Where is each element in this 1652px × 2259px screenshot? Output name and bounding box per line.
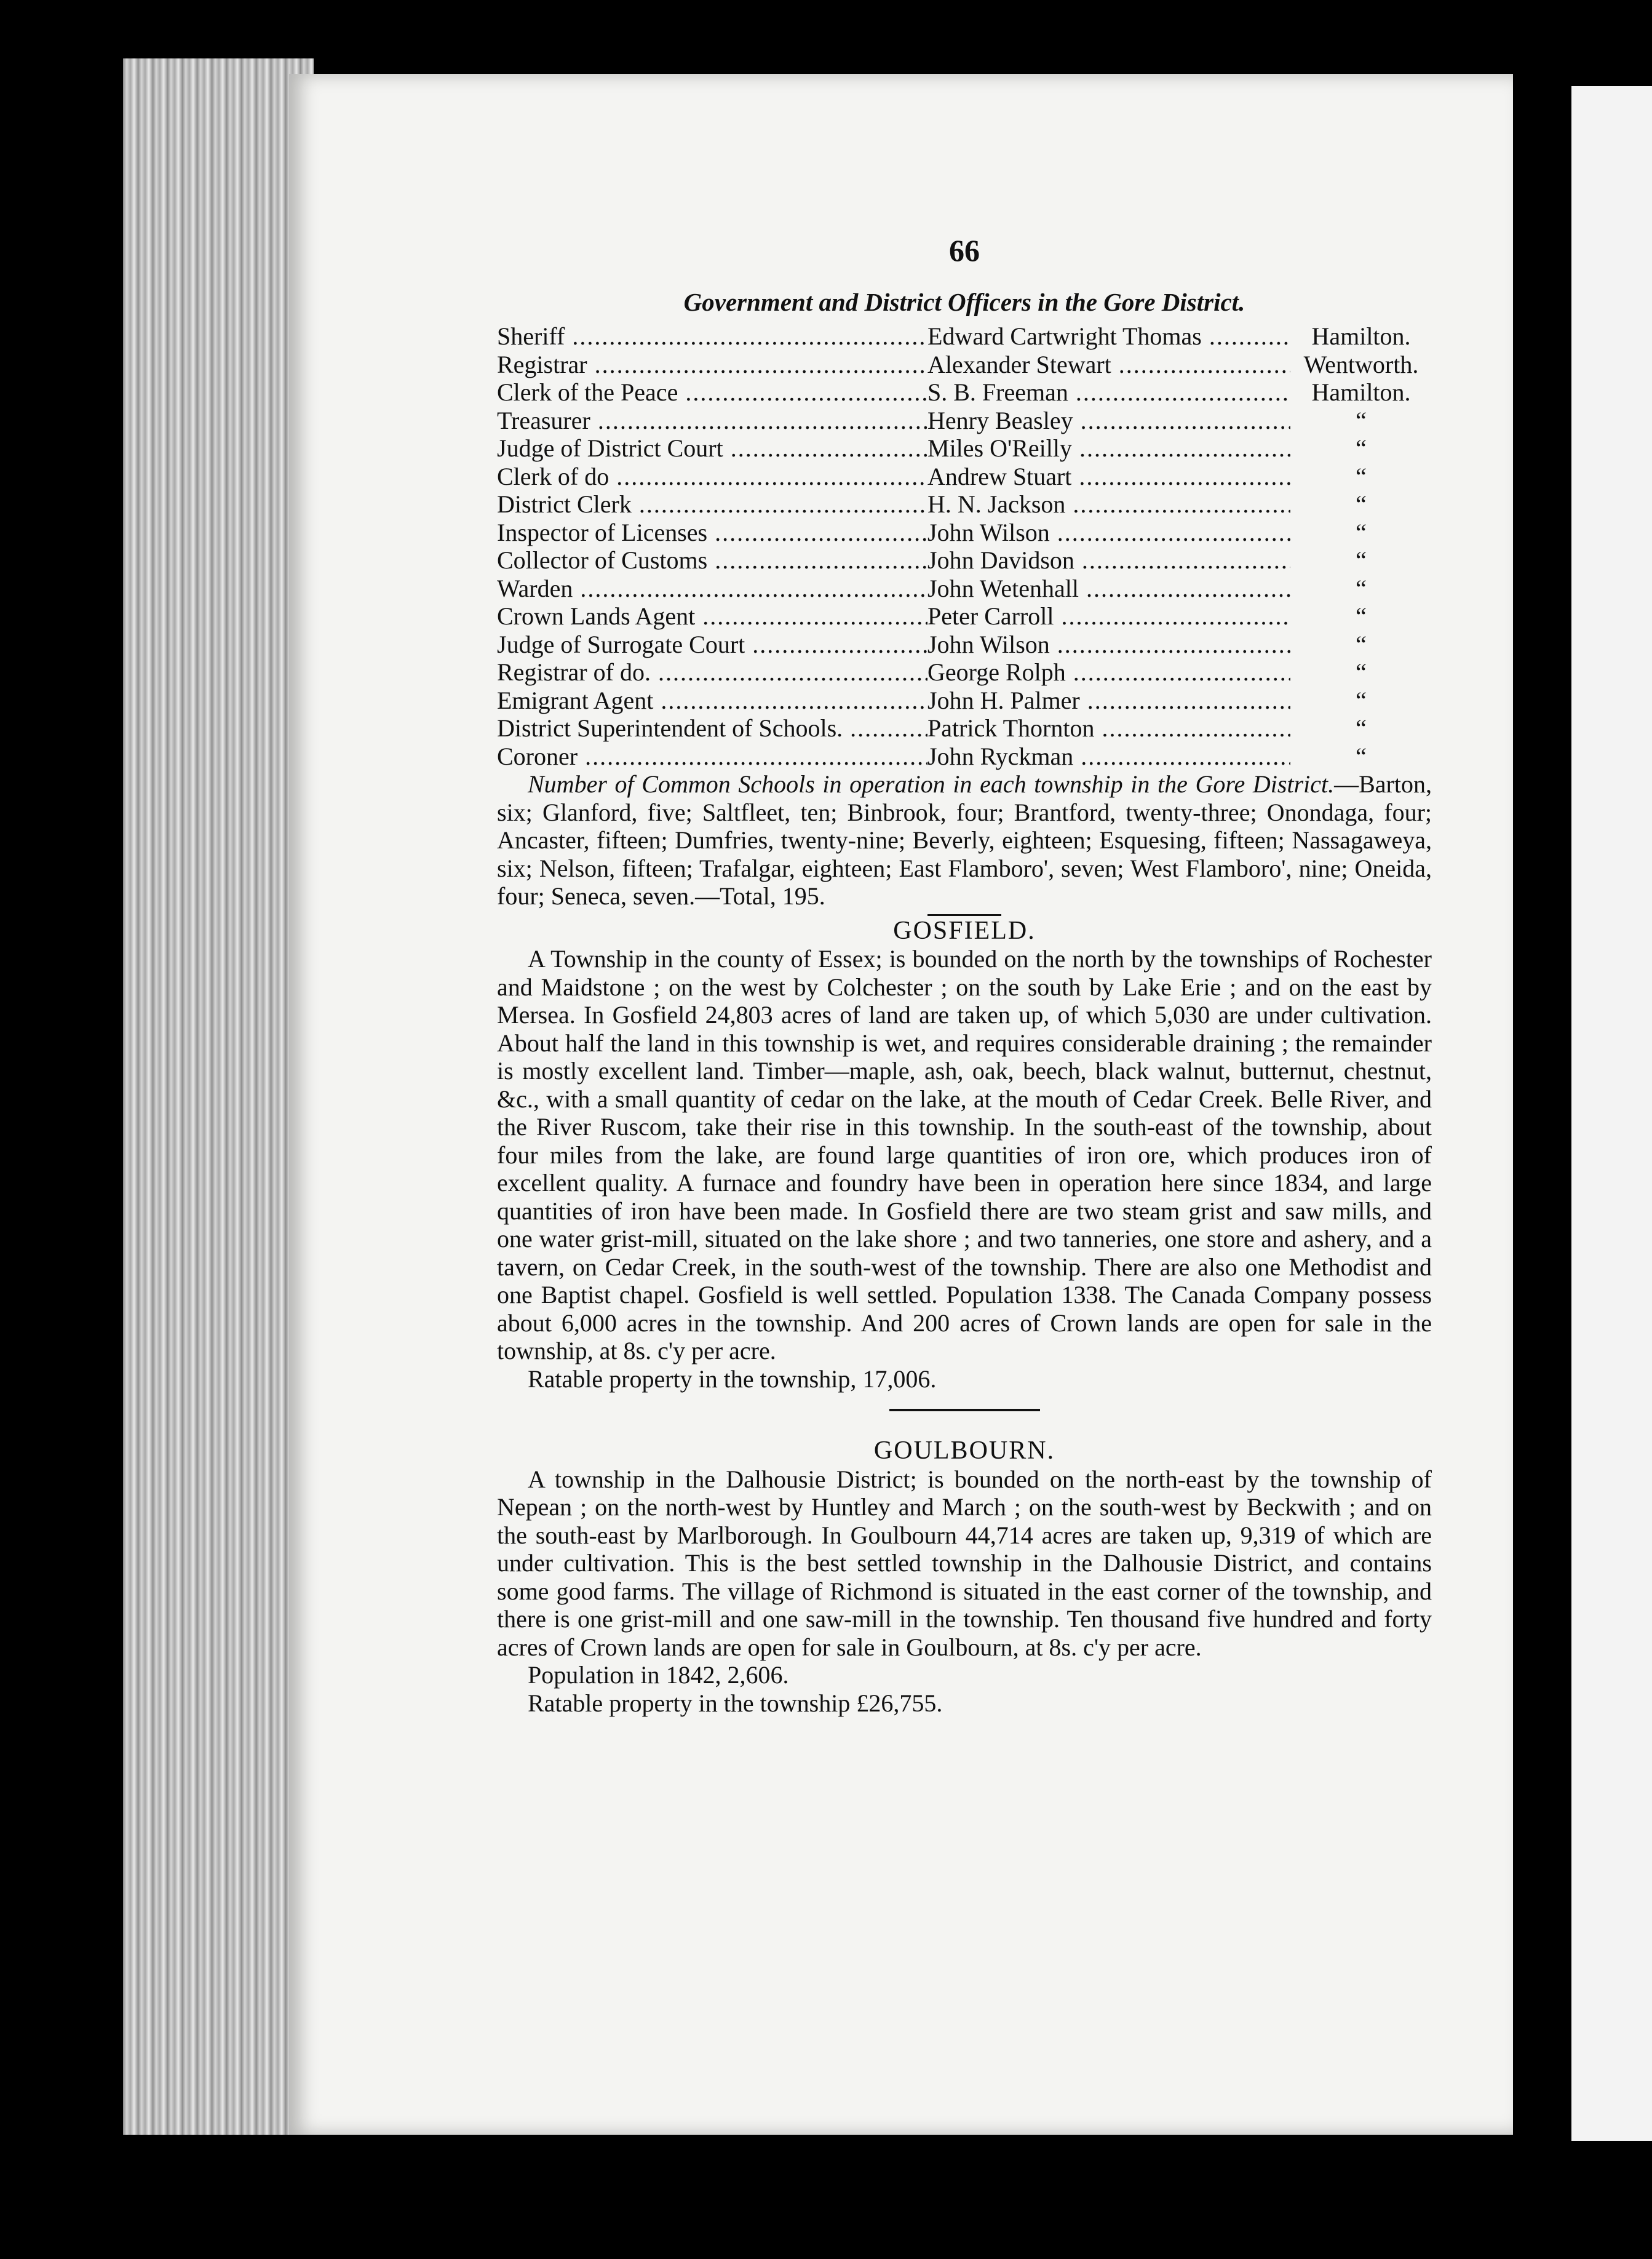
- officer-row: [497, 378, 1432, 407]
- office-label: Collector of Customs .....: [497, 546, 927, 575]
- officer-place: “: [1356, 602, 1367, 630]
- officer-name: S. B. Freeman .....: [927, 378, 1290, 407]
- schools-heading: Number of Common Schools in operation in each township in the Gore District.: [528, 770, 1335, 798]
- officer-name: John Wilson .....: [927, 631, 1290, 659]
- officer-name: Patrick Thornton .....: [927, 714, 1290, 743]
- goulbourn-title: GOULBOURN.: [873, 1436, 1055, 1465]
- officer-name: Miles O'Reilly .....: [927, 434, 1290, 463]
- officer-row: [497, 658, 1432, 687]
- officer-row: [497, 687, 1432, 715]
- officer-name: Peter Carroll .....: [927, 602, 1290, 631]
- page-number: 66: [949, 233, 980, 268]
- office-label: Registrar .....: [497, 351, 927, 379]
- gosfield-ratable: Ratable property in the township, 17,006.: [528, 1365, 937, 1393]
- office-label: District Clerk .....: [497, 490, 927, 519]
- officer-row: [497, 714, 1432, 743]
- gosfield-title: GOSFIELD.: [893, 916, 1036, 945]
- office-label: Registrar of do. .....: [497, 658, 927, 687]
- office-label: Treasurer .....: [497, 407, 927, 435]
- officer-name: John Wetenhall .....: [927, 575, 1290, 603]
- officer-row: [497, 463, 1432, 491]
- office-label: Coroner .....: [497, 743, 927, 771]
- officer-place: “: [1356, 574, 1367, 602]
- officer-row: [497, 546, 1432, 575]
- officer-place: “: [1356, 742, 1367, 770]
- office-label: Inspector of Licenses .....: [497, 519, 927, 547]
- officers-heading: Government and District Officers in the Gore District.: [683, 287, 1245, 316]
- officer-name: John H. Palmer .....: [927, 687, 1290, 715]
- officer-row: [497, 602, 1432, 631]
- officer-row: [497, 743, 1432, 771]
- office-label: Clerk of do .....: [497, 463, 927, 491]
- officer-name: Alexander Stewart .....: [927, 351, 1290, 379]
- officer-place: “: [1356, 714, 1367, 742]
- officer-place: Wentworth.: [1303, 350, 1419, 378]
- book-page-edges: [123, 58, 314, 2135]
- officer-place: “: [1356, 686, 1367, 714]
- goulbourn-body: A township in the Dalhousie District; is bounded on the north-east by the township of Nepean ; on the north-west by Huntley and March ; on the south-west by Beckwith ; and on the south-east by Marlborough. In Goulbourn 44,714 acres are taken up, 9,319 of which are under cultivation. This is the best settled township in the Dalhousie District, and contains some good farms. The village of Richmond is situated in the east corner of the township, and there is one grist-mill and one saw-mill in the township. Ten thousand five hundred and forty acres of Crown lands are open for sale in Goulbourn, at 8s. c'y per acre.: [497, 1465, 1432, 1661]
- officer-place: “: [1356, 630, 1367, 658]
- schools-paragraph: [497, 770, 1432, 910]
- section-divider: [927, 914, 1001, 916]
- officer-place: Hamilton.: [1311, 378, 1411, 406]
- schools-text: —Barton, six; Glanford, five; Saltfleet, ten; Binbrook, four; Brantford, twenty-three; Onondaga, four; Ancaster, fifteen; Dumfries, twenty-nine; Beverly, eighteen; Esquesing, fifteen; Nassagaweya, six; Nelson, fifteen; Trafalgar, eighteen; East Flamboro', seven; West Flamboro', nine; Oneida, four; Seneca, seven.—Total, 195.: [497, 770, 1432, 910]
- office-label: Judge of Surrogate Court .....: [497, 631, 927, 659]
- page-content: [497, 233, 1432, 1717]
- officer-name: George Rolph .....: [927, 658, 1290, 687]
- officer-row: [497, 519, 1432, 547]
- officer-place: “: [1356, 546, 1367, 574]
- officer-place: “: [1356, 490, 1367, 518]
- officer-place: “: [1356, 518, 1367, 546]
- office-label: District Superintendent of Schools. .....: [497, 714, 927, 743]
- facing-page: [1571, 86, 1652, 2141]
- officer-place: “: [1356, 434, 1367, 462]
- officer-name: Andrew Stuart .....: [927, 463, 1290, 491]
- office-label: Emigrant Agent .....: [497, 687, 927, 715]
- officer-row: [497, 434, 1432, 463]
- gosfield-body: A Township in the county of Essex; is bounded on the north by the townships of Rochester and Maidstone ; on the west by Colchester ; on the south by Lake Erie ; and on the east by Mersea. In Gosfield 24,803 acres of land are taken up, of which 5,030 are under cultivation. About half the land in this township is wet, and requires considerable draining ; the remainder is mostly excellent land. Timber—maple, ash, oak, beech, black walnut, butternut, chestnut, &c., with a small quantity of cedar on the lake, at the mouth of Cedar Creek. Belle River, and the River Ruscom, take their rise in this township. In the south-east of the township, about four miles from the lake, are found large quantities of iron ore, which produces iron of excellent quality. A furnace and foundry have been in operation here since 1834, and large quantities of iron have been made. In Gosfield there are two steam grist and saw mills, and one water grist-mill, situated on the lake shore ; and two tanneries, one store and ashery, and a tavern, on Cedar Creek, in the south-west of the township. There are also one Methodist and one Baptist chapel. Gosfield is well settled. Population 1338. The Canada Company possess about 6,000 acres in the township. And 200 acres of Crown lands are open for sale in the township, at 8s. c'y per acre.: [497, 945, 1432, 1365]
- officer-place: “: [1356, 462, 1367, 490]
- officer-row: [497, 351, 1432, 379]
- goulbourn-population: Population in 1842, 2,606.: [528, 1661, 789, 1689]
- officer-row: [497, 575, 1432, 603]
- officer-name: John Davidson .....: [927, 546, 1290, 575]
- officer-name: Henry Beasley .....: [927, 407, 1290, 435]
- officer-name: Edward Cartwright Thomas .....: [927, 322, 1290, 351]
- section-divider: [889, 1409, 1040, 1411]
- officer-name: H. N. Jackson .....: [927, 490, 1290, 519]
- office-label: Judge of District Court .....: [497, 434, 927, 463]
- officer-name: John Ryckman .....: [927, 743, 1290, 771]
- goulbourn-ratable: Ratable property in the township £26,755.: [528, 1689, 943, 1717]
- officer-place: “: [1356, 658, 1367, 686]
- officer-row: [497, 490, 1432, 519]
- officer-row: [497, 407, 1432, 435]
- officer-row: [497, 631, 1432, 659]
- officer-place: Hamilton.: [1311, 322, 1411, 350]
- office-label: Sheriff .....: [497, 322, 927, 351]
- officer-name: John Wilson .....: [927, 519, 1290, 547]
- officer-row: [497, 322, 1432, 351]
- officer-place: “: [1356, 406, 1367, 434]
- office-label: Warden .....: [497, 575, 927, 603]
- officers-table: [497, 322, 1432, 770]
- office-label: Clerk of the Peace .....: [497, 378, 927, 407]
- office-label: Crown Lands Agent .....: [497, 602, 927, 631]
